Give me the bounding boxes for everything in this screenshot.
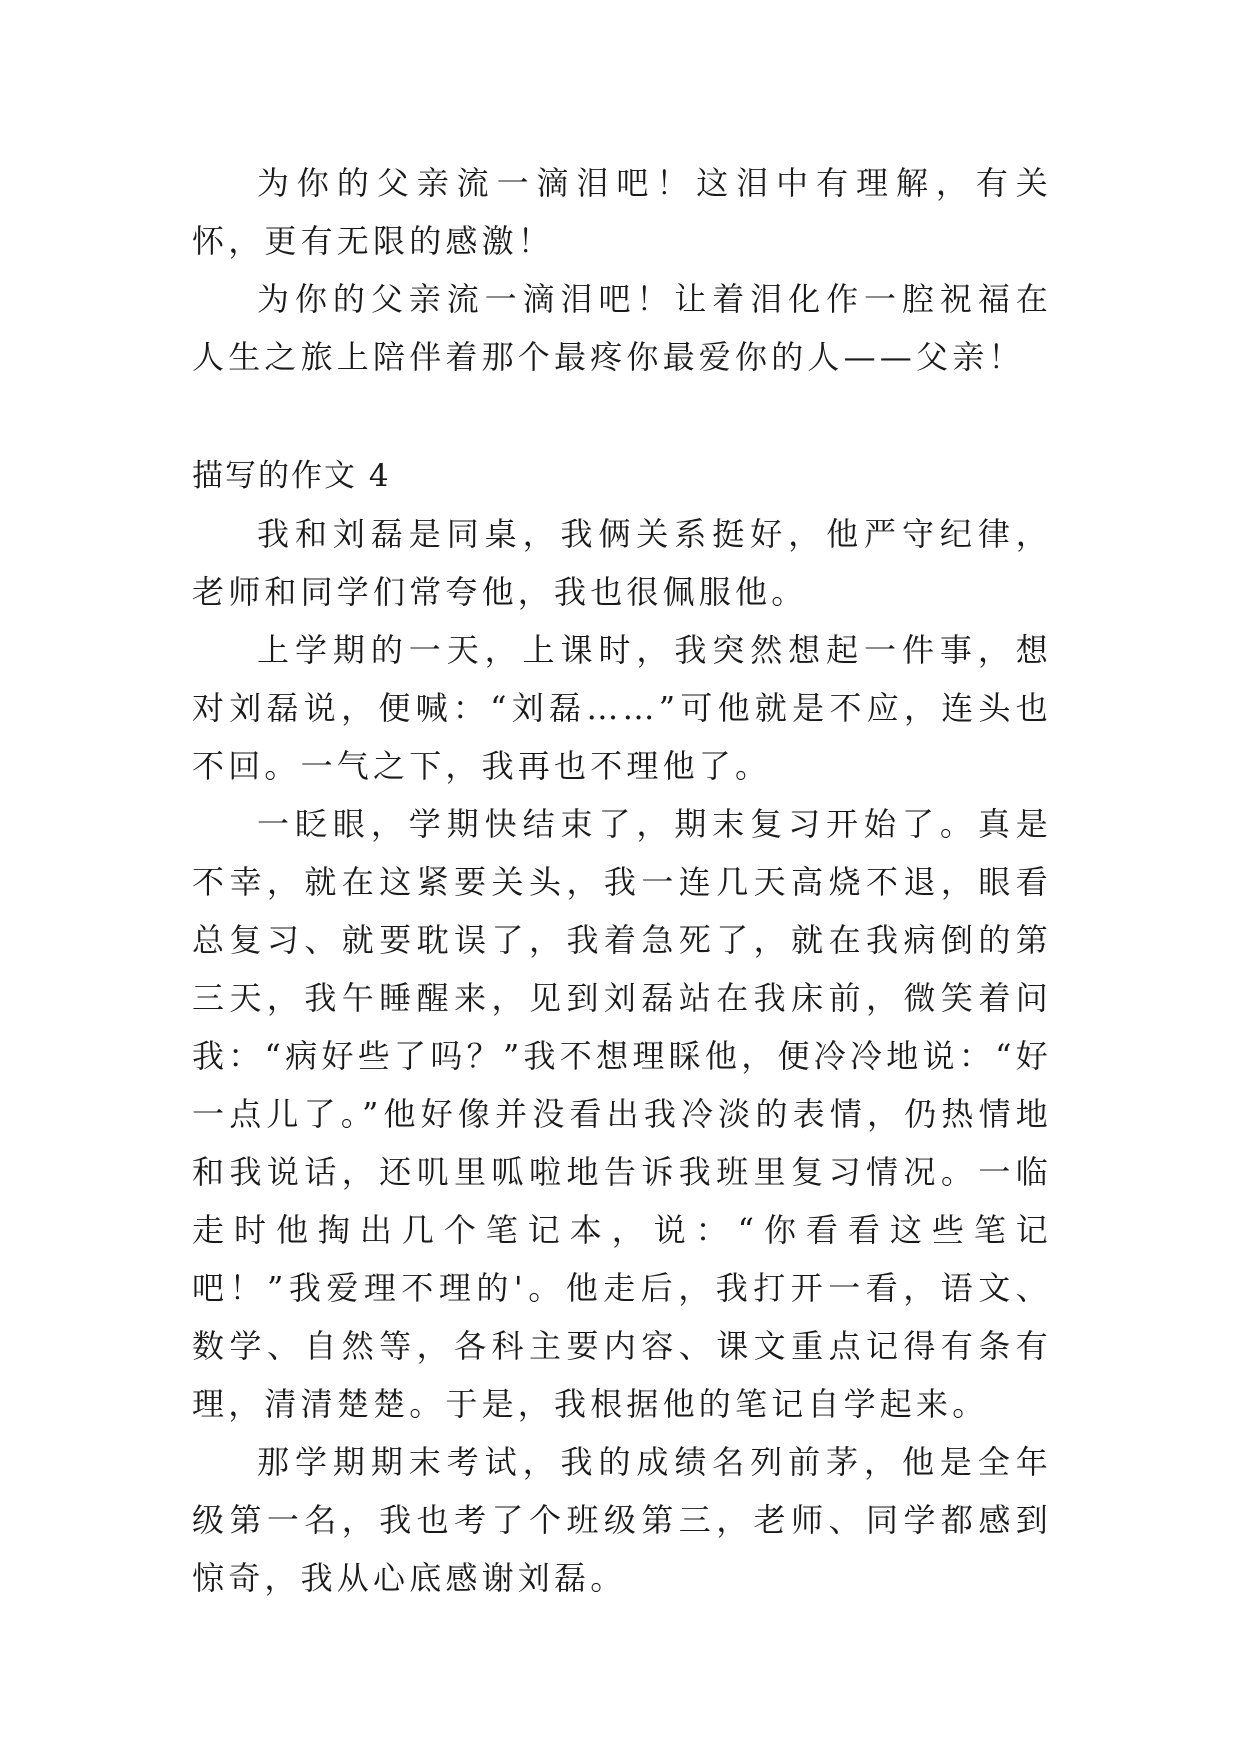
paragraph: 为你的父亲流一滴泪吧！让着泪化作一腔祝福在人生之旅上陪伴着那个最疼你最爱你的人——父亲！	[192, 280, 1052, 376]
paragraph: 我和刘磊是同桌，我俩关系挺好，他严守纪律，老师和同学们常夸他，我也很佩服他。	[192, 515, 1052, 611]
paragraph: 为你的父亲流一滴泪吧！这泪中有理解，有关怀，更有无限的感激！	[192, 164, 1052, 260]
paragraph: 上学期的一天，上课时，我突然想起一件事，想对刘磊说，便喊：“刘磊……”可他就是不应，连头也不回。一气之下，我再也不理他了。	[192, 631, 1052, 785]
paragraph: 那学期期末考试，我的成绩名列前茅，他是全年级第一名，我也考了个班级第三，老师、同学都感到惊奇，我从心底感谢刘磊。	[192, 1443, 1052, 1597]
paragraph: 一眨眼，学期快结束了，期末复习开始了。真是不幸，就在这紧要关头，我一连几天高烧不退，眼看总复习、就要耽误了，我着急死了，就在我病倒的第三天，我午睡醒来，见到刘磊站在我床前，微笑着问我：“病好些了吗？”我不想理睬他，便冷冷地说：“好一点儿了。”他好像并没看出我冷淡的表情，仍热情地和我说话，还叽里呱啦地告诉我班里复习情况。一临走时他掏出几个笔记本，说：“你看看这些笔记吧！”我爱理不理的'。他走后，我打开一看，语文、数学、自然等，各科主要内容、课文重点记得有条有理，清清楚楚。于是，我根据他的笔记自学起来。	[192, 805, 1052, 1423]
document-page	[192, 154, 1052, 1607]
section-title: 描写的作文 4	[192, 458, 391, 494]
